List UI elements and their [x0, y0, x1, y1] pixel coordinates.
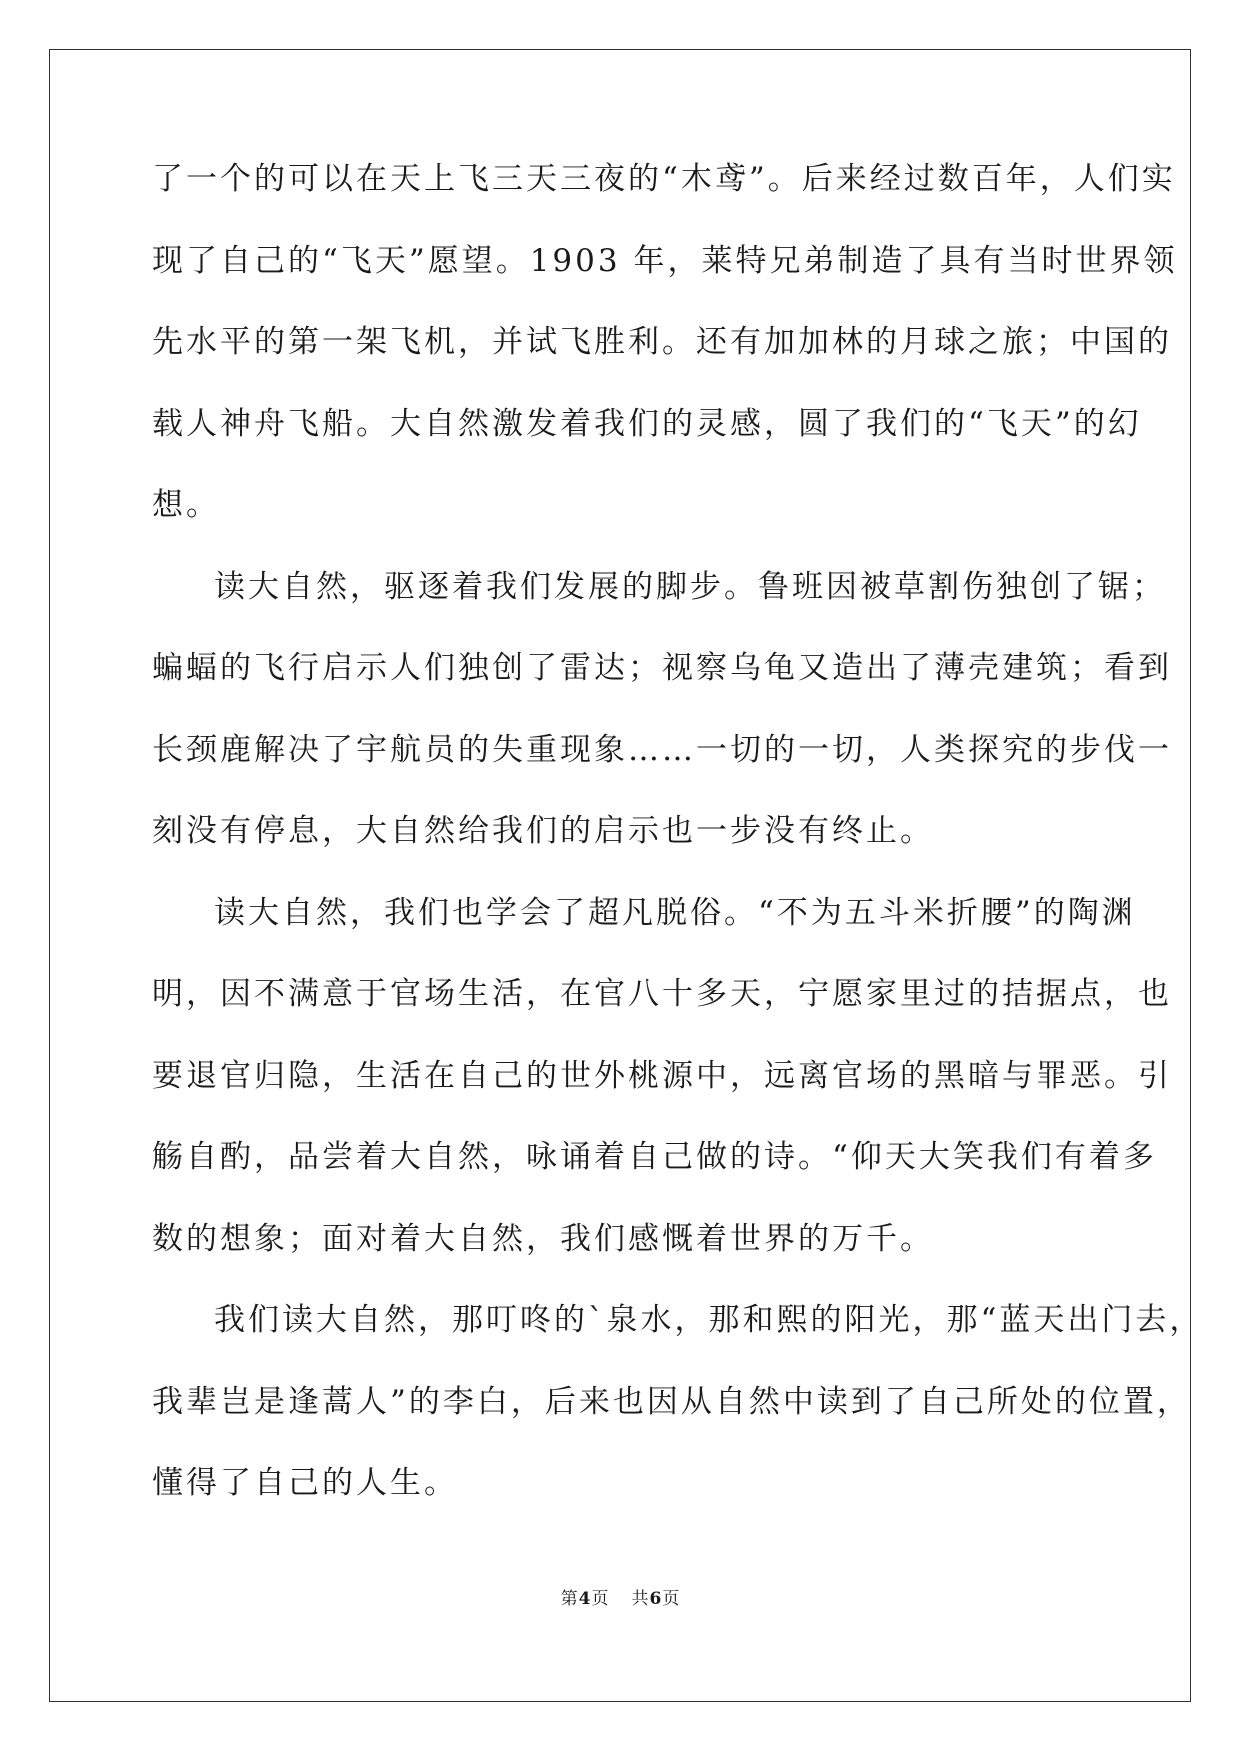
text-line: 我们读大自然，那叮咚的`泉水，那和熙的阳光，那“蓝天出门去，	[214, 1302, 1204, 1338]
page-suffix: 页	[591, 1589, 610, 1609]
page-number: 4	[578, 1589, 592, 1609]
text-line: 我辈岂是逢蒿人”的李白，后来也因从自然中读到了自己所处的位置，	[152, 1383, 1191, 1420]
text-line: 刻没有停息，大自然给我们的启示也一步没有终止。	[152, 813, 934, 849]
text-line: 读大自然，我们也学会了超凡脱俗。“不为五斗米折腰”的陶渊	[214, 894, 1136, 931]
text-line: 数的想象；面对着大自然，我们感慨着世界的万千。	[152, 1220, 934, 1257]
text-line: 要退官归隐，生活在自己的世外桃源中，远离官场的黑暗与罪恶。引	[152, 1057, 1172, 1094]
text-line: 了一个的可以在天上飞三天三夜的“木鸢”。后来经过数百年，人们实	[152, 161, 1176, 197]
text-line: 觞自酌，品尝着大自然，咏诵着自己做的诗。“仰天大笑我们有着多	[152, 1139, 1157, 1175]
text-line: 先水平的第一架飞机，并试飞胜利。还有加加林的月球之旅；中国的	[152, 324, 1172, 360]
text-line: 蝙蝠的飞行启示人们独创了雷达；视察乌龟又造出了薄壳建筑；看到	[152, 650, 1172, 686]
text-line: 载人神舟飞船。大自然激发着我们的灵感，圆了我们的“飞天”的幻	[152, 405, 1142, 442]
total-prefix: 共	[631, 1589, 650, 1609]
total-suffix: 页	[662, 1589, 681, 1609]
document-body	[152, 154, 1204, 1540]
text-line: 读大自然，驱逐着我们发展的脚步。鲁班因被草割伤独创了锯；	[214, 568, 1166, 605]
page-footer	[0, 1584, 1241, 1609]
text-line: 现了自己的“飞天”愿望。1903 年，莱特兄弟制造了具有当时世界领	[152, 242, 1178, 279]
text-line: 懂得了自己的人生。	[152, 1465, 458, 1501]
total-pages: 6	[649, 1589, 663, 1609]
page-prefix: 第	[560, 1589, 579, 1609]
text-line: 长颈鹿解决了宇航员的失重现象……一切的一切，人类探究的步伐一	[152, 731, 1172, 768]
text-line: 想。	[152, 487, 220, 523]
text-line: 明，因不满意于官场生活，在官八十多天，宁愿家里过的拮据点，也	[152, 976, 1172, 1012]
